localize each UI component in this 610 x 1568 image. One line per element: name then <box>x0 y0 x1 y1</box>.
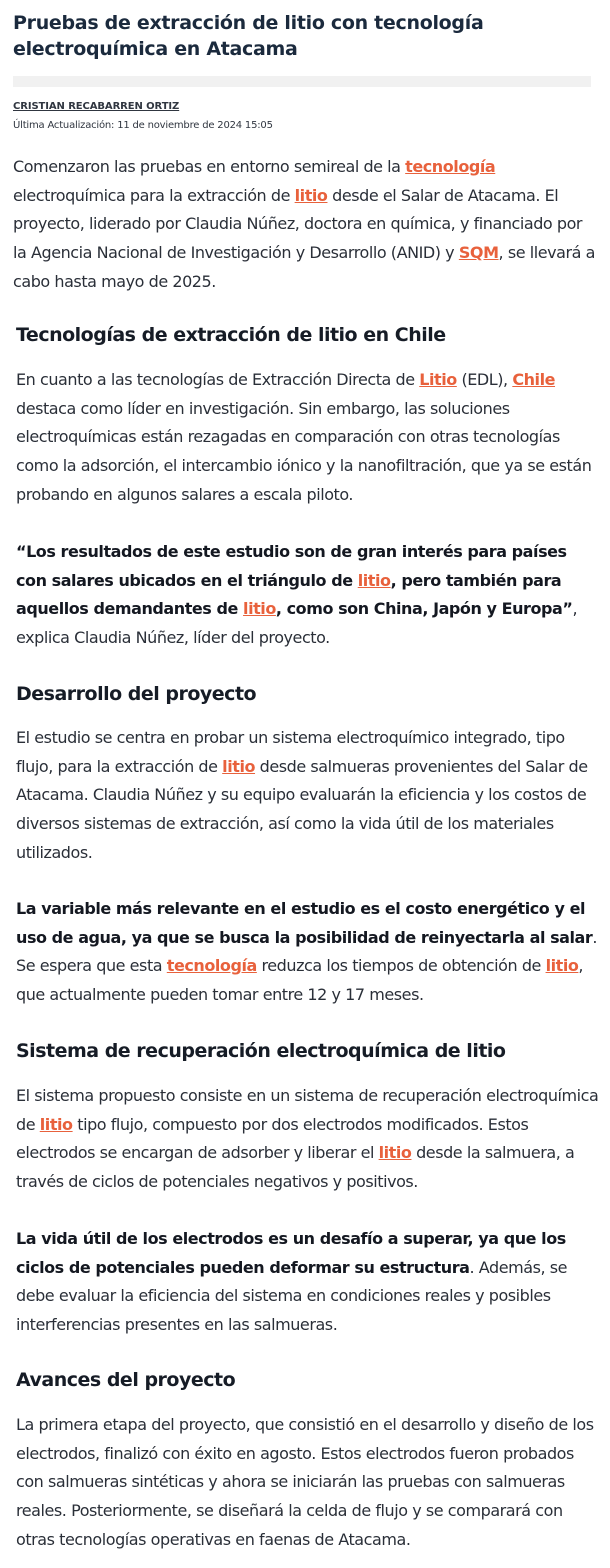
text: . Se espera que esta <box>16 927 597 976</box>
tag-link-litio[interactable]: litio <box>357 570 391 590</box>
text: desde salmueras provenientes del Salar de Atacama. Claudia Núñez y su equipo evaluarán la eficiencia y los costos de diversos sistemas de extracción, así como la vida útil de los materiales utilizados. <box>16 756 588 862</box>
tag-link-tecnologia[interactable]: tecnología <box>405 157 496 176</box>
text: , se llevará a cabo hasta mayo de 2025. <box>13 243 595 291</box>
tag-link-litio[interactable]: litio <box>243 599 276 619</box>
intro-paragraph <box>13 153 597 297</box>
section2-paragraph-2 <box>16 895 600 1010</box>
text: El sistema propuesto consiste en un sistema de recuperación electroquímica de <box>16 1086 599 1134</box>
tag-link-chile[interactable]: Chile <box>512 370 556 389</box>
text: . Además, se debe evaluar la eficiencia del sistema en condiciones reales y posibles interferencias presentes en las salmueras. <box>16 1257 568 1335</box>
section-heading-avances: Avances del proyecto <box>16 1369 236 1391</box>
text: tipo flujo, compuesto por dos electrodos modificados. Estos electrodos se encargan de adsorber y liberar el <box>16 1114 529 1163</box>
header-divider <box>13 76 591 87</box>
tag-link-sqm[interactable]: SQM <box>458 243 499 263</box>
text: , que actualmente pueden tomar entre 12 y 17 meses. <box>16 956 584 1005</box>
tag-link-tecnologia[interactable]: tecnología <box>166 956 257 976</box>
text: En cuanto a las tecnologías de Extracción Directa de <box>16 370 420 389</box>
tag-link-litio[interactable]: litio <box>294 185 328 205</box>
text: desde la salmuera, a través de ciclos de potenciales negativos y positivos. <box>16 1143 575 1192</box>
text: , explica Claudia Núñez, líder del proyecto. <box>16 599 578 648</box>
text: Comenzaron las pruebas en entorno semireal de la <box>13 157 406 176</box>
last-updated: Última Actualización: 11 de noviembre de 2024 15:05 <box>13 120 273 131</box>
quote-text: , pero también para aquellos demandantes de <box>16 570 562 619</box>
section2-paragraph-1 <box>16 724 600 868</box>
section1-quote-paragraph <box>16 538 600 653</box>
text: destaca como líder en investigación. Sin embargo, las soluciones electroquímicas están rezagadas en comparación con otras tecnologías como la adsorción, el intercambio iónico y la nanofiltración, que ya se están probando en algunos salares a escala piloto. <box>16 398 592 504</box>
section3-paragraph-2 <box>16 1225 600 1340</box>
tag-link-litio[interactable]: litio <box>545 956 579 976</box>
section-heading-tecnologias: Tecnologías de extracción de litio en Chile <box>16 324 446 346</box>
section4-paragraph-1 <box>16 1411 600 1555</box>
quote-text: , como son China, Japón y Europa” <box>275 599 573 619</box>
text: desde el Salar de Atacama. El proyecto, liderado por Claudia Núñez, doctora en química, y financiado por la Agencia Nacional de Investigación y Desarrollo (ANID) y <box>13 185 583 263</box>
section-heading-sistema: Sistema de recuperación electroquímica de litio <box>16 1040 506 1062</box>
article-title: Pruebas de extracción de litio con tecnología electroquímica en Atacama <box>13 12 484 60</box>
text: reduzca los tiempos de obtención de <box>256 956 546 976</box>
text: El estudio se centra en probar un sistema electroquímico integrado, tipo flujo, para la extracción de <box>16 728 565 776</box>
text: La primera etapa del proyecto, que consistió en el desarrollo y diseño de los electrodos, finalizó con éxito en agosto. Estos electrodos fueron probados con salmueras sintéticas y ahora se iniciarán las pruebas con salmueras reales. Posteriormente, se diseñará la celda de flujo y se comparará con otras tecnologías operativas en faenas de Atacama. <box>16 1415 594 1549</box>
text: electroquímica para la extracción de <box>13 185 295 205</box>
emphasis-text: La variable más relevante en el estudio es el costo energético y el uso de agua, ya que se busca la posibilidad de reinyectarla al salar <box>16 899 593 947</box>
tag-link-litio[interactable]: Litio <box>419 370 457 389</box>
section3-paragraph-1 <box>16 1082 600 1197</box>
emphasis-text: La vida útil de los electrodos es un desafío a superar, ya que los ciclos de potenciales pueden deformar su estructura <box>16 1229 566 1277</box>
text: (EDL), <box>456 370 513 389</box>
author-link[interactable]: CRISTIAN RECABARREN ORTIZ <box>13 101 180 112</box>
tag-link-litio[interactable]: litio <box>222 756 256 776</box>
tag-link-litio[interactable]: litio <box>39 1114 73 1134</box>
section1-paragraph-1 <box>16 366 600 510</box>
quote-text: “Los resultados de este estudio son de gran interés para países con salares ubicados en el triángulo de <box>16 542 567 590</box>
section-heading-desarrollo: Desarrollo del proyecto <box>16 683 257 705</box>
tag-link-litio[interactable]: litio <box>378 1143 412 1163</box>
